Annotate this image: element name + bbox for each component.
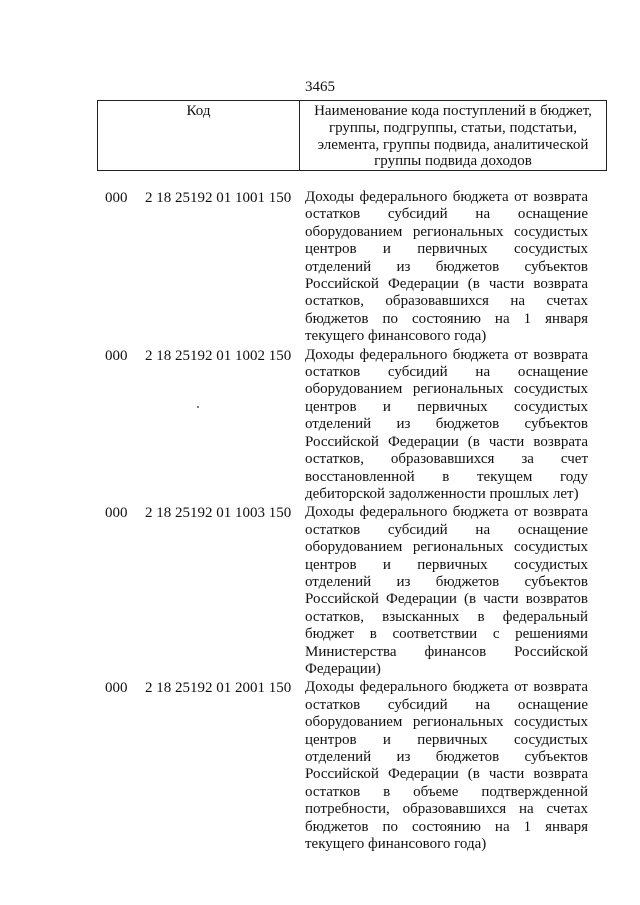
admin-code: 000 [105,347,128,364]
revenue-code: 2 18 25192 01 1001 150 [145,190,292,206]
table-row [0,189,640,346]
scan-speck [197,406,199,408]
table-row [0,504,640,678]
admin-code: 000 [105,505,128,522]
revenue-code: 2 18 25192 01 1003 150 [145,505,292,522]
revenue-description: Доходы федерального бюджета от возврата остатков субсидий на оснащение оборудованием региональных сосудистых центров и первичных сосудистых отделений из бюджетов субъектов Российской Федерации (в части возврата остатков в объеме подтвержденной потребности, образовавшихся на счетах бюджетов по состоянию на 1 января текущего финансового года) [305,679,588,853]
table-body [0,189,640,853]
revenue-description: Доходы федерального бюджета от возврата остатков субсидий на оснащение оборудованием региональных сосудистых центров и первичных сосудистых отделений из бюджетов субъектов Российской Федерации (в части возврата остатков, образовавшихся за счет восстановленной в текущем году дебиторской задолженности прошлых лет) [305,346,588,502]
page-number: 3465 [305,79,335,95]
revenue-description: Доходы федерального бюджета от возврата остатков субсидий на оснащение оборудованием региональных сосудистых центров и первичных сосудистых отделений из бюджетов субъектов Российской Федерации (в части возврата остатков, образовавшихся на счетах бюджетов по состоянию на 1 января текущего финансового года) [305,189,588,345]
header-name-label: Наименование кода поступлений в бюджет, группы, подгруппы, статьи, подстатьи, элемента, группы подвида, аналитической группы подвида доходов [314,103,592,170]
admin-code: 000 [105,680,128,697]
table-row [0,679,640,853]
revenue-description: Доходы федерального бюджета от возврата остатков субсидий на оснащение оборудованием региональных сосудистых центров и первичных сосудистых отделений из бюджетов субъектов Российской Федерации (в части возвратов остатков, взысканных в федеральный бюджет в соответствии с решениями Министерства финансов Российской Федерации) [305,504,588,677]
header-code-label: Код [98,101,300,170]
table-header [97,100,607,171]
revenue-code: 2 18 25192 01 2001 150 [145,680,292,697]
table-row [0,347,640,504]
revenue-code: 2 18 25192 01 1002 150 [145,347,292,364]
admin-code: 000 [105,190,128,206]
